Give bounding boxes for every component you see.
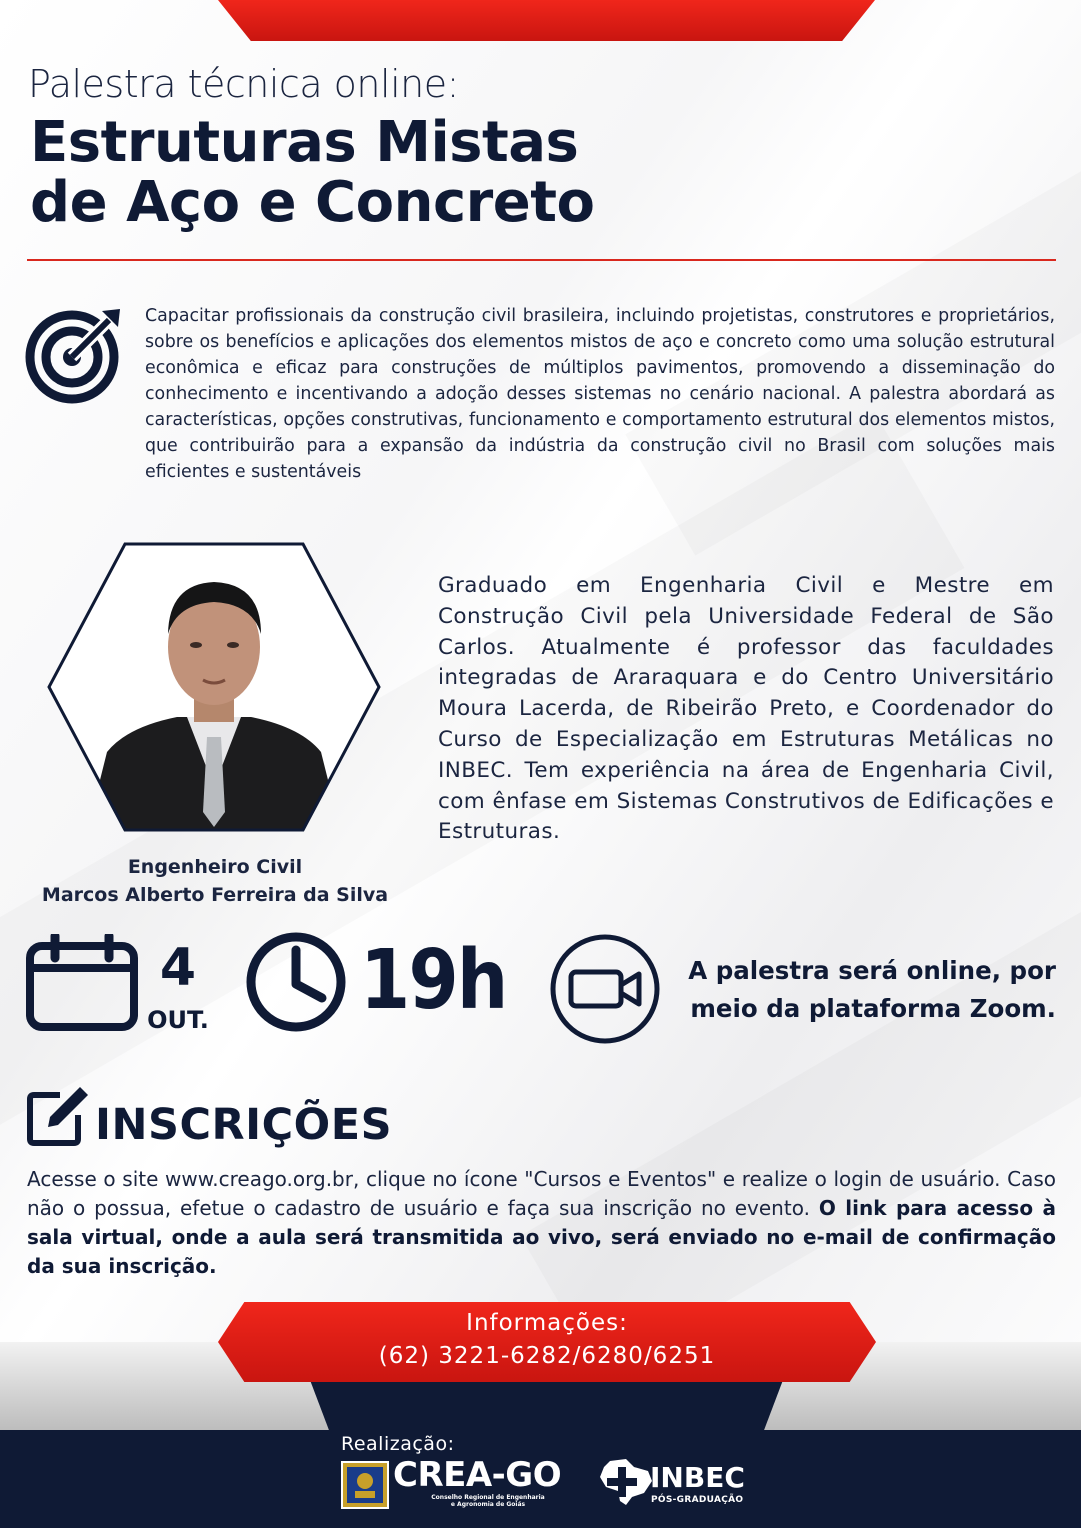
event-time: 19h — [360, 933, 507, 1028]
inbec-logo-text: INBEC — [650, 1461, 745, 1494]
info-navy-shape — [310, 1380, 783, 1430]
target-icon — [24, 305, 124, 405]
crea-subtitle — [428, 1494, 548, 1508]
registration-text — [27, 1165, 1056, 1281]
online-notice-line-2: meio da plataforma Zoom. — [690, 994, 1056, 1023]
crea-seal-logo — [341, 1461, 389, 1509]
speaker-name: Marcos Alberto Ferreira da Silva — [41, 884, 389, 906]
event-month: OUT. — [147, 1006, 209, 1034]
speaker-role: Engenheiro Civil — [127, 856, 303, 878]
event-day: 4 — [159, 938, 197, 998]
speaker-photo — [47, 542, 381, 832]
crea-subtitle-line-1: Conselho Regional de Engenharia — [431, 1494, 545, 1501]
page-title — [30, 110, 595, 235]
speaker-bio: Graduado em Engenharia Civil e Mestre em Construção Civil pela Universidade Federal de São Carlos. Atualmente é professor das faculdades integradas de Araraquara e do Centro Universitário Moura Lacerda, de Ribeirão Preto, e Coordenador do Curso de Especialização em Estruturas Metálicas no INBEC. Tem experiência na área de Engenharia Civil, com ênfase em Sistemas Construtivos de Edificações e Estruturas. — [438, 573, 1054, 845]
objective-text: Capacitar profissionais da construção civil brasileira, incluindo projetistas, construtores e proprietários, sobre os benefícios e aplicações dos elementos mistos de aço e concreto como uma solução estrutural econômica e eficaz para construções de múltiplos pavimentos, promovendo a disseminação do conhecimento e incentivando a adoção desses sistemas no cenário nacional. A palestra abordará as características, opções construtivas, funcionamento e comportamento estrutural dos elementos mistos, que contribuirão para a expansão da indústria da construção civil no Brasil com soluções mais eficientes e sustentáveis — [145, 306, 1055, 482]
speaker-caption — [20, 853, 410, 909]
contact-phone: (62) 3221-6282/6280/6251 — [378, 1343, 716, 1369]
online-notice — [672, 952, 1056, 1028]
edit-icon — [26, 1081, 92, 1147]
inbec-subtitle: PÓS-GRADUAÇÃO — [651, 1495, 744, 1505]
background-stripe — [520, 786, 1081, 1375]
inbec-map-icon — [596, 1457, 654, 1507]
video-camera-icon — [549, 933, 661, 1045]
organizers-label: Realização: — [341, 1433, 455, 1455]
registration-title: INSCRIÇÕES — [95, 1100, 393, 1150]
clock-icon — [244, 930, 348, 1034]
title-divider — [27, 259, 1056, 261]
title-line-1: Estruturas Mistas — [30, 110, 579, 175]
contact-info — [218, 1307, 876, 1373]
calendar-icon — [25, 934, 139, 1032]
crea-subtitle-line-2: e Agronomia de Goiás — [450, 1501, 526, 1508]
event-kicker: Palestra técnica online: — [28, 62, 459, 106]
registration-instructions: Acesse o site www.creago.org.br, clique no ícone "Cursos e Eventos" e realize o login de usuário. Caso não o possua, efetue o cadastro de usuário e faça sua inscrição no evento. — [27, 1167, 1056, 1220]
title-line-2: de Aço e Concreto — [30, 170, 595, 235]
registration-link-notice: O link para acesso à sala virtual, onde a aula será transmitida ao vivo, será enviado no e-mail de confirmação da sua inscrição. — [27, 1196, 1057, 1278]
online-notice-line-1: A palestra será online, por — [688, 956, 1056, 985]
contact-label: Informações: — [466, 1310, 628, 1336]
crea-logo-text: CREA-GO — [393, 1455, 562, 1495]
top-red-bar — [218, 0, 875, 41]
